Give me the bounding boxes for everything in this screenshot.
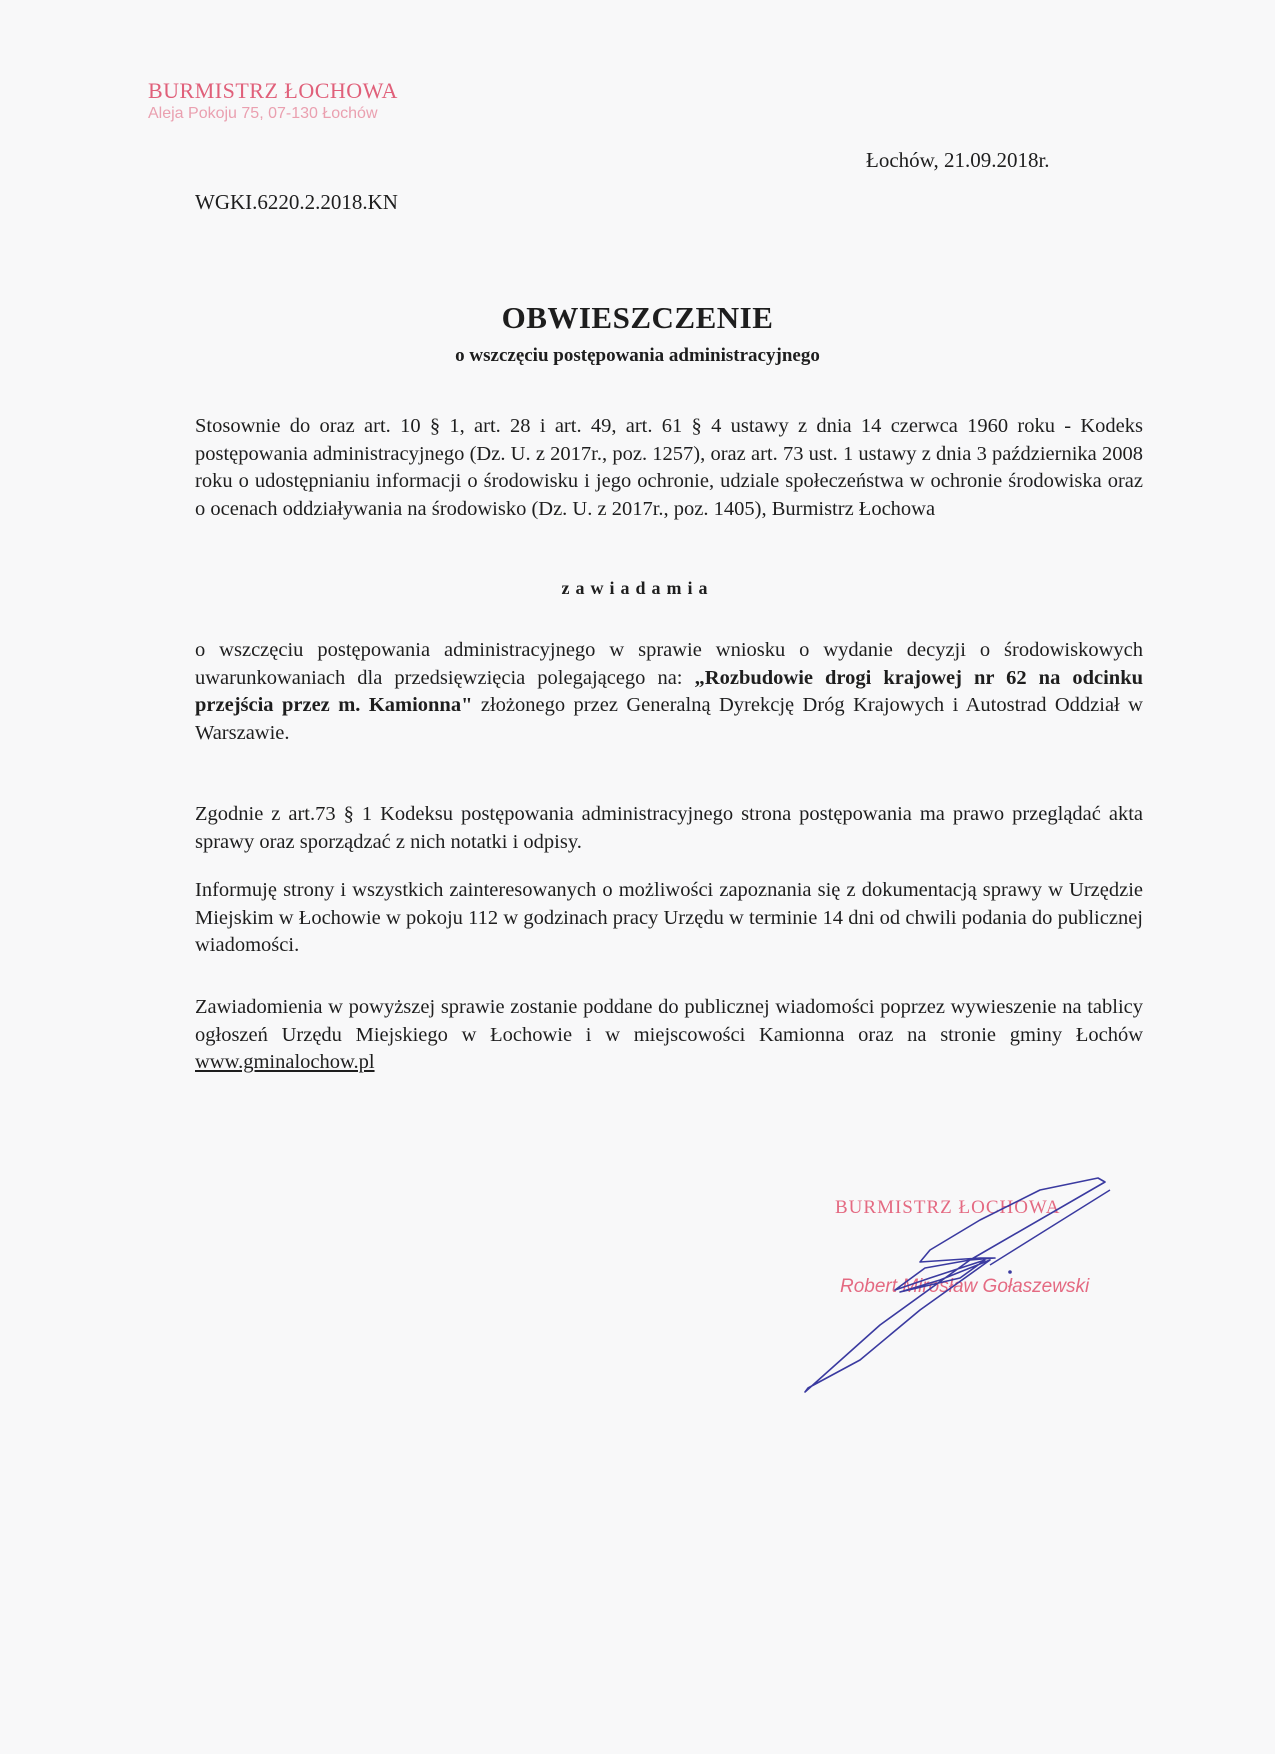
reference-number: WGKI.6220.2.2018.KN bbox=[195, 190, 398, 214]
project-name: „Rozbudowie drogi krajowej nr 62 na odcinku przejścia przez m. Kamionna" bbox=[195, 666, 1143, 716]
website-link[interactable]: www.gminalochow.pl bbox=[195, 1051, 375, 1073]
rights-paragraph: Zgodnie z art.73 § 1 Kodeksu postępowania administracyjnego strona postępowania ma prawo przeglądać akta sprawy oraz sporządzać z nich notatki i odpisy. bbox=[195, 803, 1143, 853]
header-stamp bbox=[148, 78, 398, 124]
signature-stamp-title: BURMISTRZ ŁOCHOWA bbox=[835, 1197, 1061, 1218]
signature-stamp-name: Robert Mirosław Gołaszewski bbox=[840, 1276, 1090, 1297]
subject-paragraph bbox=[195, 637, 1143, 747]
stamp-title: BURMISTRZ ŁOCHOWA bbox=[148, 78, 398, 103]
handwritten-signature-icon bbox=[780, 1160, 1130, 1410]
notify-heading: zawiadamia bbox=[561, 578, 714, 598]
inform-paragraph: Informuję strony i wszystkich zainteresowanych o możliwości zapoznania się z dokumentacją sprawy w Urzędzie Miejskim w Łochowie w pokoju 112 w godzinach pracy Urzędu w terminie 14 dni od chwili podania do publicznej wiadomości. bbox=[195, 879, 1143, 956]
subject-text-after: złożonego przez Generalną Dyrekcję Dróg Krajowych i Autostrad Oddział w Warszawie. bbox=[195, 694, 1143, 744]
stamp-address: Aleja Pokoju 75, 07-130 Łochów bbox=[148, 105, 378, 122]
document-subtitle: o wszczęciu postępowania administracyjnego bbox=[455, 345, 820, 366]
document-title: OBWIESZCZENIE bbox=[501, 300, 774, 335]
legal-basis-paragraph: Stosownie do oraz art. 10 § 1, art. 28 i art. 49, art. 61 § 4 ustawy z dnia 14 czerwca 1960 roku - Kodeks postępowania administracyjnego (Dz. U. z 2017r., poz. 1257), oraz art. 73 ust. 1 ustawy z dnia 3 października 2008 roku o udostępnianiu informacji o środowisku i jego ochronie, udziale społeczeństwa w ochronie środowiska oraz o ocenach oddziaływania na środowisko (Dz. U. z 2017r., poz. 1405), Burmistrz Łochowa bbox=[195, 415, 1143, 520]
publication-paragraph bbox=[195, 994, 1143, 1077]
document-date: Łochów, 21.09.2018r. bbox=[866, 148, 1050, 172]
subject-text-before: o wszczęciu postępowania administracyjnego w sprawie wniosku o wydanie decyzji o środowiskowych uwarunkowaniach dla przedsięwzięcia polegającego na: bbox=[195, 639, 1143, 689]
publication-text: Zawiadomienia w powyższej sprawie zostanie poddane do publicznej wiadomości poprzez wywieszenie na tablicy ogłoszeń Urzędu Miejskiego w Łochowie i w miejscowości Kamionna oraz na stronie gminy Łochów bbox=[195, 996, 1143, 1046]
